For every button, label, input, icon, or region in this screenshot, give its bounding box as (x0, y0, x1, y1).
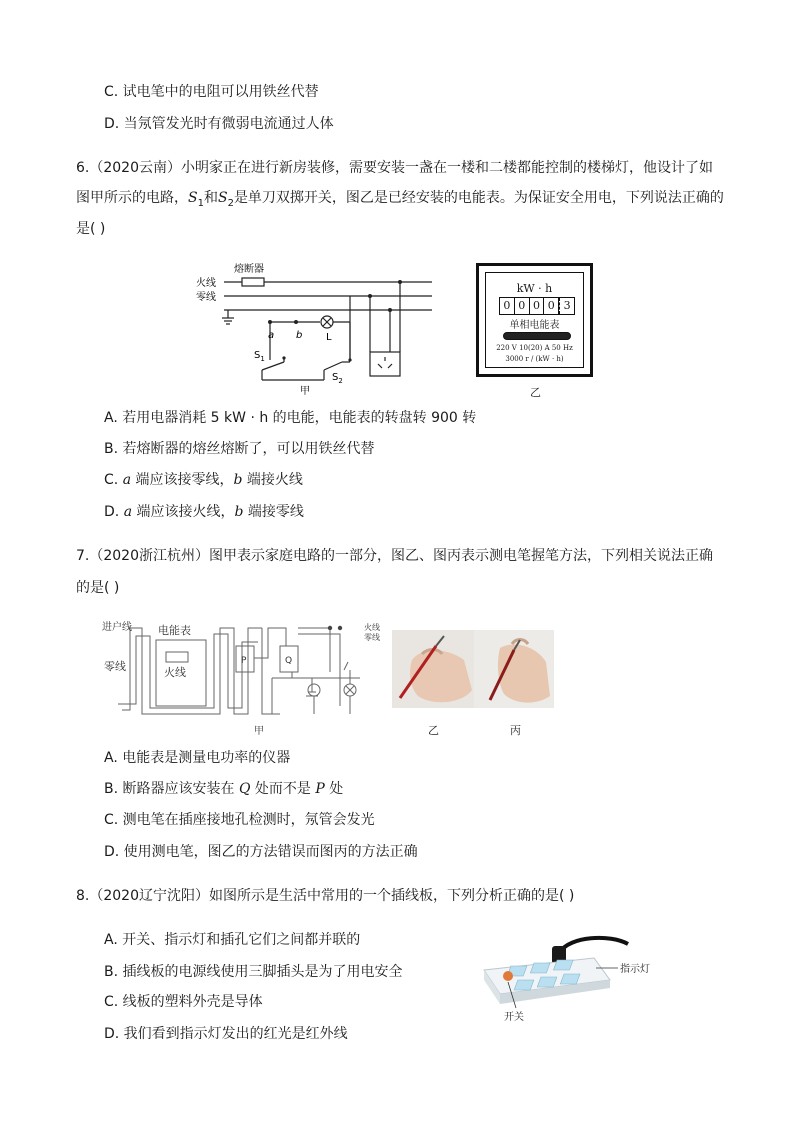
q8-option-b: B. 插线板的电源线使用三脚插头是为了用电安全 (104, 964, 403, 980)
q7-stem-line-1: 7.（2020浙江杭州）图甲表示家庭电路的一部分，图乙、图丙表示测电笔握笔方法，下列相关说法正确 (76, 548, 713, 564)
q7-tester-grip-photo-bing (474, 630, 554, 708)
meter-rate-label: 3000 r / (kW · h) (505, 355, 564, 363)
q8-power-strip-photo (470, 930, 670, 1030)
q5-option-c: C. 试电笔中的电阻可以用铁丝代替 (104, 84, 319, 100)
q-point-label: Q (285, 656, 293, 666)
figure-bing-caption: 丙 (510, 724, 521, 737)
meter-name-label: 单相电能表 (509, 320, 560, 331)
q6-energy-meter (476, 263, 593, 377)
meter-digit: 0 (515, 298, 530, 314)
meter-digit: 0 (544, 298, 559, 314)
q6-circuit-diagram (192, 258, 442, 398)
indicator-light-label: 指示灯 (620, 964, 650, 975)
q6-option-b: B. 若熔断器的熔丝熔断了，可以用铁丝代替 (104, 441, 375, 457)
fuse-label: 熔断器 (234, 264, 264, 275)
meter-digit: 0 (500, 298, 515, 314)
q6-stem-line-1: 6.（2020云南）小明家正在进行新房装修，需要安装一盏在一楼和二楼都能控制的楼梯灯，他设计了如 (76, 160, 713, 176)
q6-option-c: C. a 端应该接零线，b 端接火线 (104, 472, 303, 488)
q7-option-b: B. 断路器应该安装在 Q 处而不是 P 处 (104, 781, 344, 797)
service-line-label: 进户线 (102, 622, 132, 633)
lamp-label: L (326, 332, 332, 343)
zero-line-label: 零线 (364, 633, 380, 642)
q6-option-d: D. a 端应该接火线，b 端接零线 (104, 504, 304, 520)
switch-s2-label: $S_2$ (332, 372, 343, 385)
q6-stem-line-3: 是( ) (76, 221, 106, 237)
meter-spec-label: 220 V 10(20) A 50 Hz (496, 344, 573, 352)
q7-option-c: C. 测电笔在插座接地孔检测时，氖管会发光 (104, 812, 375, 828)
q7-option-d: D. 使用测电笔，图乙的方法错误而图丙的方法正确 (104, 844, 418, 860)
q8-option-a: A. 开关、指示灯和插孔它们之间都并联的 (104, 932, 361, 948)
q6-stem-line-2: 图甲所示的电路，$S_1$和$S_2$是单刀双掷开关，图乙是已经安装的电能表。为保证安全用电，下列说法正确的 (76, 190, 724, 209)
switch-label: 开关 (504, 1012, 524, 1023)
q7-stem-line-2: 的是( ) (76, 580, 120, 596)
switch-s1-label: $S_1$ (254, 350, 265, 363)
fire-line-label: 火线 (364, 623, 380, 632)
meter-label: 电能表 (158, 624, 191, 637)
q7-option-a: A. 电能表是测量电功率的仪器 (104, 750, 291, 766)
q8-option-d: D. 我们看到指示灯发出的红光是红外线 (104, 1026, 348, 1042)
fire-line-vertical-label: 火线 (164, 666, 186, 679)
fire-line-label: 火线 (196, 278, 216, 289)
q5-option-d: D. 当氖管发光时有微弱电流通过人体 (104, 116, 334, 132)
p-point-label: P (241, 656, 247, 666)
q7-tester-grip-photo-yi (392, 630, 474, 708)
meter-digit: 0 (530, 298, 545, 314)
figure-jia-caption: 甲 (300, 386, 310, 397)
q6-option-a: A. 若用电器消耗 5 kW · h 的电能，电能表的转盘转 900 转 (104, 410, 477, 426)
q8-stem: 8.（2020辽宁沈阳）如图所示是生活中常用的一个插线板，下列分析正确的是( ) (76, 888, 575, 904)
zero-line-vertical-label: 零线 (104, 660, 126, 673)
zero-line-label: 零线 (196, 292, 216, 303)
meter-unit-label: kW · h (516, 282, 553, 295)
q7-house-circuit-diagram (102, 618, 392, 738)
figure-yi-caption: 乙 (530, 386, 541, 399)
meter-digit: 3 (559, 298, 574, 314)
meter-digit-display (499, 297, 575, 315)
q8-option-c: C. 线板的塑料外壳是导体 (104, 994, 263, 1010)
figure-yi-caption: 乙 (428, 724, 439, 737)
meter-disc-window (503, 332, 571, 340)
figure-jia-caption: 甲 (254, 726, 264, 737)
terminal-b-label: b (296, 330, 303, 341)
terminal-a-label: a (268, 330, 275, 341)
